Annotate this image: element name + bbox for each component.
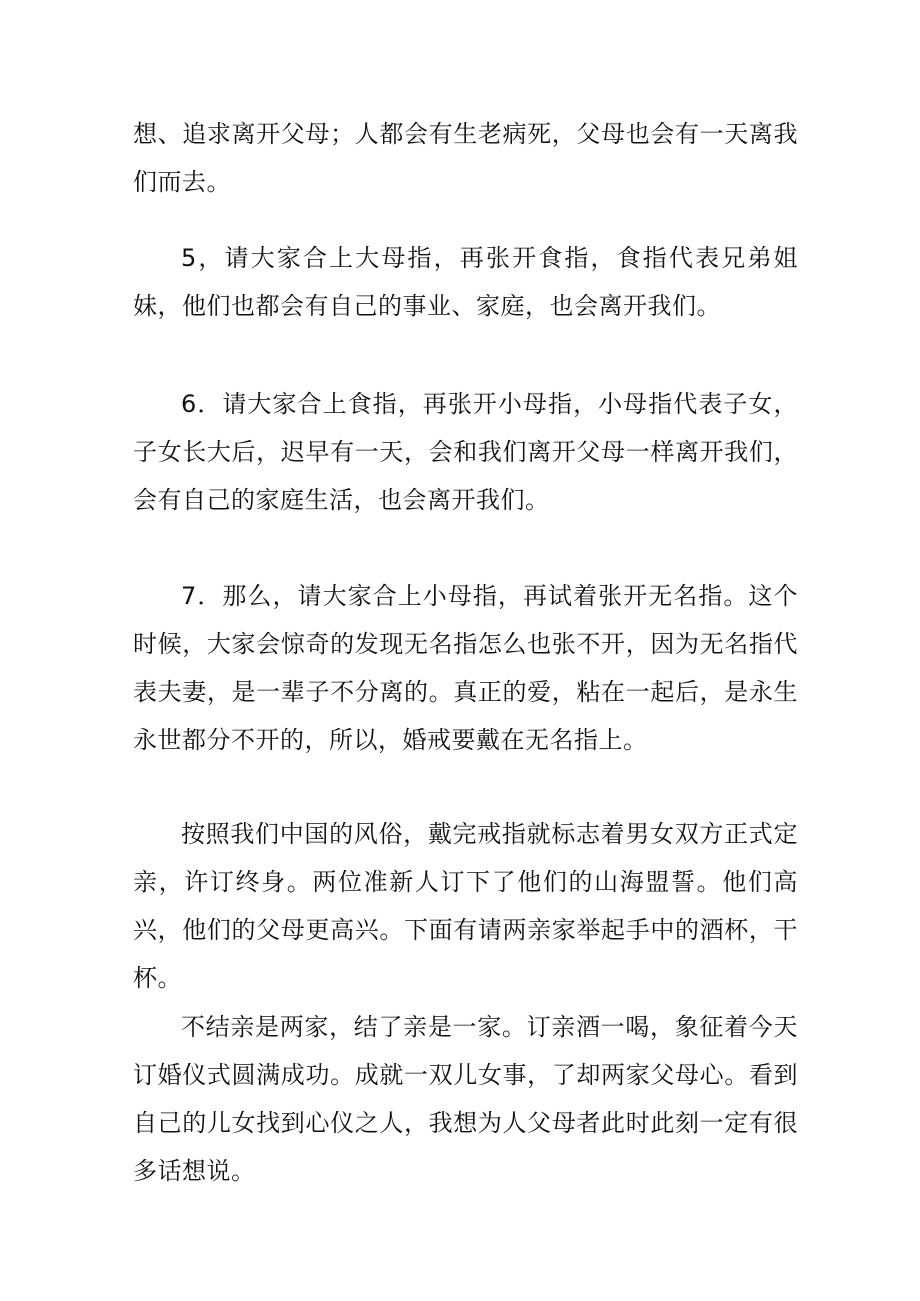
paragraph-custom-toast: 按照我们中国的风俗，戴完戒指就标志着男女双方正式定亲，许订终身。两位准新人订下了他们的山海盟誓。他们高兴，他们的父母更高兴。下面有请两亲家举起手中的酒杯，干杯。 bbox=[133, 820, 798, 992]
paragraph-step-6: 6．请大家合上食指，再张开小母指，小母指代表子女，子女长大后，迟早有一天，会和我们离开父母一样离开我们，会有自己的家庭生活，也会离开我们。 bbox=[133, 390, 798, 514]
paragraph-continuation: 想、追求离开父母；人都会有生老病死，父母也会有一天离我们而去。 bbox=[133, 120, 798, 196]
paragraph-closing: 不结亲是两家，结了亲是一家。订亲酒一喝，象征着今天订婚仪式圆满成功。成就一双儿女事，了却两家父母心。看到自己的儿女找到心仪之人，我想为人父母者此时此刻一定有很多话想说。 bbox=[133, 1013, 798, 1185]
paragraph-step-7: 7．那么，请大家合上小母指，再试着张开无名指。这个时候，大家会惊奇的发现无名指怎么也张不开，因为无名指代表夫妻，是一辈子不分离的。真正的爱，粘在一起后，是永生永世都分不开的，所以，婚戒要戴在无名指上。 bbox=[133, 582, 798, 754]
paragraph-step-5: 5，请大家合上大母指，再张开食指，食指代表兄弟姐妹，他们也都会有自己的事业、家庭，也会离开我们。 bbox=[133, 244, 798, 320]
